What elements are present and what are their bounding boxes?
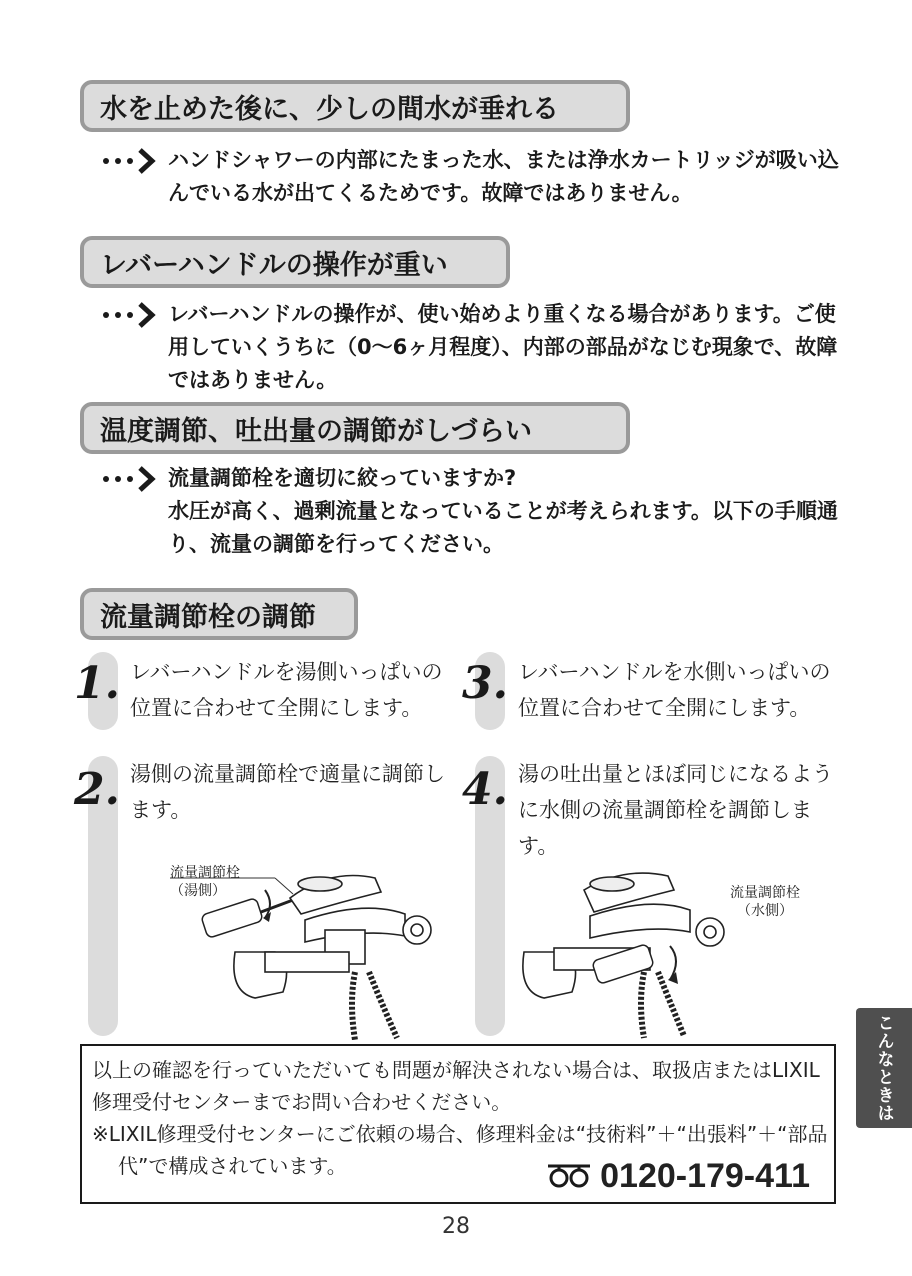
figure-label: 流量調節栓 （水側） xyxy=(730,885,800,919)
section-heading-water-drip xyxy=(80,80,630,132)
section-heading-text: レバーハンドルの操作が重い xyxy=(100,249,448,281)
step-text: 湯側の流量調節栓で適量に調節します。 xyxy=(130,762,445,822)
side-tab-troubleshooting[interactable] xyxy=(856,1008,912,1128)
section-heading-temp-flow xyxy=(80,402,630,454)
faucet-hot-side-illustration xyxy=(165,860,450,1040)
phone-number xyxy=(546,1157,810,1195)
freedial-icon xyxy=(546,1163,592,1189)
step-text: レバーハンドルを湯側いっぱいの位置に合わせて全開にします。 xyxy=(130,660,443,720)
faucet-cold-side-illustration xyxy=(520,868,735,1040)
step-number: 2. xyxy=(74,764,120,815)
section-answer xyxy=(100,298,848,397)
answer-text xyxy=(168,462,848,561)
step-number: 3. xyxy=(462,658,508,709)
section-answer xyxy=(100,462,848,561)
side-tab-label: こんなときは xyxy=(873,1014,894,1122)
step-text: レバーハンドルを水側いっぱいの位置に合わせて全開にします。 xyxy=(518,660,831,720)
section-heading-lever-heavy xyxy=(80,236,510,288)
step-number: 4. xyxy=(462,764,508,815)
figure-label: 流量調節栓 （湯側） xyxy=(170,865,240,899)
procedure-heading xyxy=(80,588,358,640)
answer-text: レバーハンドルの操作が、使い始めより重くなる場合があります。ご使用していくうちに（0〜6ヶ月程度）、内部の部品がなじむ現象で、故障ではありません。 xyxy=(168,302,838,392)
section-heading-text: 温度調節、吐出量の調節がしづらい xyxy=(100,415,532,447)
contact-text: 以上の確認を行っていただいても問題が解決されない場合は、取扱店またはLIXIL修理受付センターまでお問い合わせください。 xyxy=(92,1058,820,1114)
arrow-lead-icon xyxy=(100,462,162,495)
section-heading-text: 水を止めた後に、少しの間水が垂れる xyxy=(100,93,559,125)
page-number: 28 xyxy=(442,1214,470,1239)
contact-note: ※LIXIL修理受付センターにご依頼の場合、修理料金は“技術料”＋“出張料”＋“部品代”で構成されています。 xyxy=(92,1122,828,1178)
arrow-lead-icon xyxy=(100,298,162,331)
procedure-heading-text: 流量調節栓の調節 xyxy=(100,601,316,633)
arrow-lead-icon xyxy=(100,144,162,177)
phone-number-text: 0120-179-411 xyxy=(600,1157,810,1195)
contact-box xyxy=(80,1044,836,1204)
answer-line-body: 水圧が高く、過剰流量となっていることが考えられます。以下の手順通り、流量の調節を行ってください。 xyxy=(168,499,838,556)
answer-line-question: 流量調節栓を適切に絞っていますか? xyxy=(168,466,517,490)
section-answer xyxy=(100,144,848,210)
step-number: 1. xyxy=(74,658,120,709)
step-text: 湯の吐出量とほぼ同じになるように水側の流量調節栓を調節します。 xyxy=(518,762,833,858)
answer-text: ハンドシャワーの内部にたまった水、または浄水カートリッジが吸い込んでいる水が出てくるためです。故障ではありません。 xyxy=(168,148,839,205)
